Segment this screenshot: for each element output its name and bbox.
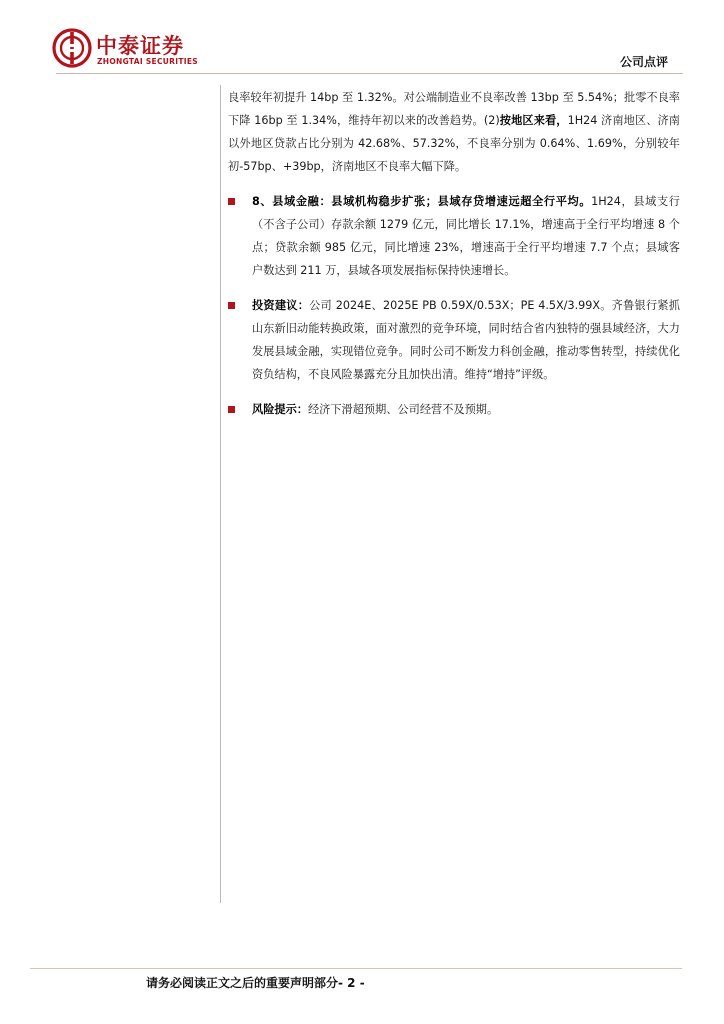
zhongtai-logo-icon	[52, 28, 92, 68]
brand-name-cn: 中泰证券	[96, 34, 184, 58]
bold-text: 投资建议：	[252, 299, 310, 312]
bullet-item	[228, 294, 680, 386]
square-bullet-icon	[228, 302, 235, 309]
square-bullet-icon	[228, 198, 235, 205]
bullet-item	[228, 398, 680, 421]
report-type-label: 公司点评	[619, 55, 668, 69]
body-text: 1H24 济南地区、济南以外地区贷款占比分别为 42.68%、57.32%，不良率分别为 0.64%、1.69%，分别较年初-57bp、+39bp，济南地区不良率大幅下降。	[228, 114, 680, 173]
body-text: 1H24，县域支行（不含子公司）存款余额 1279 亿元，同比增长 17.1%，增速高于全行平均增速 8 个点；贷款余额 985 亿元，同比增速 23%，增速高于全行平均增速 7.7 个点；县域客户数达到 211 万，县域各项发展指标保持快速增长。	[252, 195, 680, 277]
continuation-block	[228, 86, 680, 178]
bullet-item	[228, 190, 680, 282]
footer-disclaimer: 请务必阅读正文之后的重要声明部分	[146, 976, 339, 990]
paragraph-text	[252, 190, 680, 282]
report-body	[228, 86, 680, 421]
left-column-divider	[220, 85, 221, 903]
body-text: 公司 2024E、2025E PB 0.59X/0.53X；PE 4.5X/3.99X。齐鲁银行紧抓山东新旧动能转换政策，面对激烈的竞争环境，同时结合省内独特的强县域经济，大力发展县域金融，实现错位竞争。同时公司不断发力科创金融，推动零售转型，持续优化资负结构，不良风险暴露充分且加快出清。维持“增持”评级。	[252, 299, 680, 381]
bold-text: 8、县域金融：县域机构稳步扩张；县域存贷增速远超全行平均。	[252, 195, 592, 208]
brand-name-en: ZHONGTAI SECURITIES	[97, 57, 198, 66]
page-number: - 2 -	[338, 976, 365, 990]
bold-text: 按地区来看，	[499, 114, 568, 127]
body-text: 经济下滑超预期、公司经营不及预期。	[307, 403, 499, 416]
square-bullet-icon	[228, 406, 235, 413]
footer	[146, 974, 365, 991]
paragraph-text	[228, 86, 680, 178]
header-divider	[56, 73, 683, 74]
paragraph-text	[252, 398, 680, 421]
paragraph-text	[252, 294, 680, 386]
body-text: 良率较年初提升 14bp 至 1.32%。对公端制造业不良率改善 13bp 至 5.54%；批零不良率下降 16bp 至 1.34%，维持年初以来的改善趋势。(2)	[228, 91, 680, 127]
brand-logo	[52, 28, 232, 72]
bold-text: 风险提示：	[252, 403, 308, 416]
footer-divider	[30, 968, 682, 969]
